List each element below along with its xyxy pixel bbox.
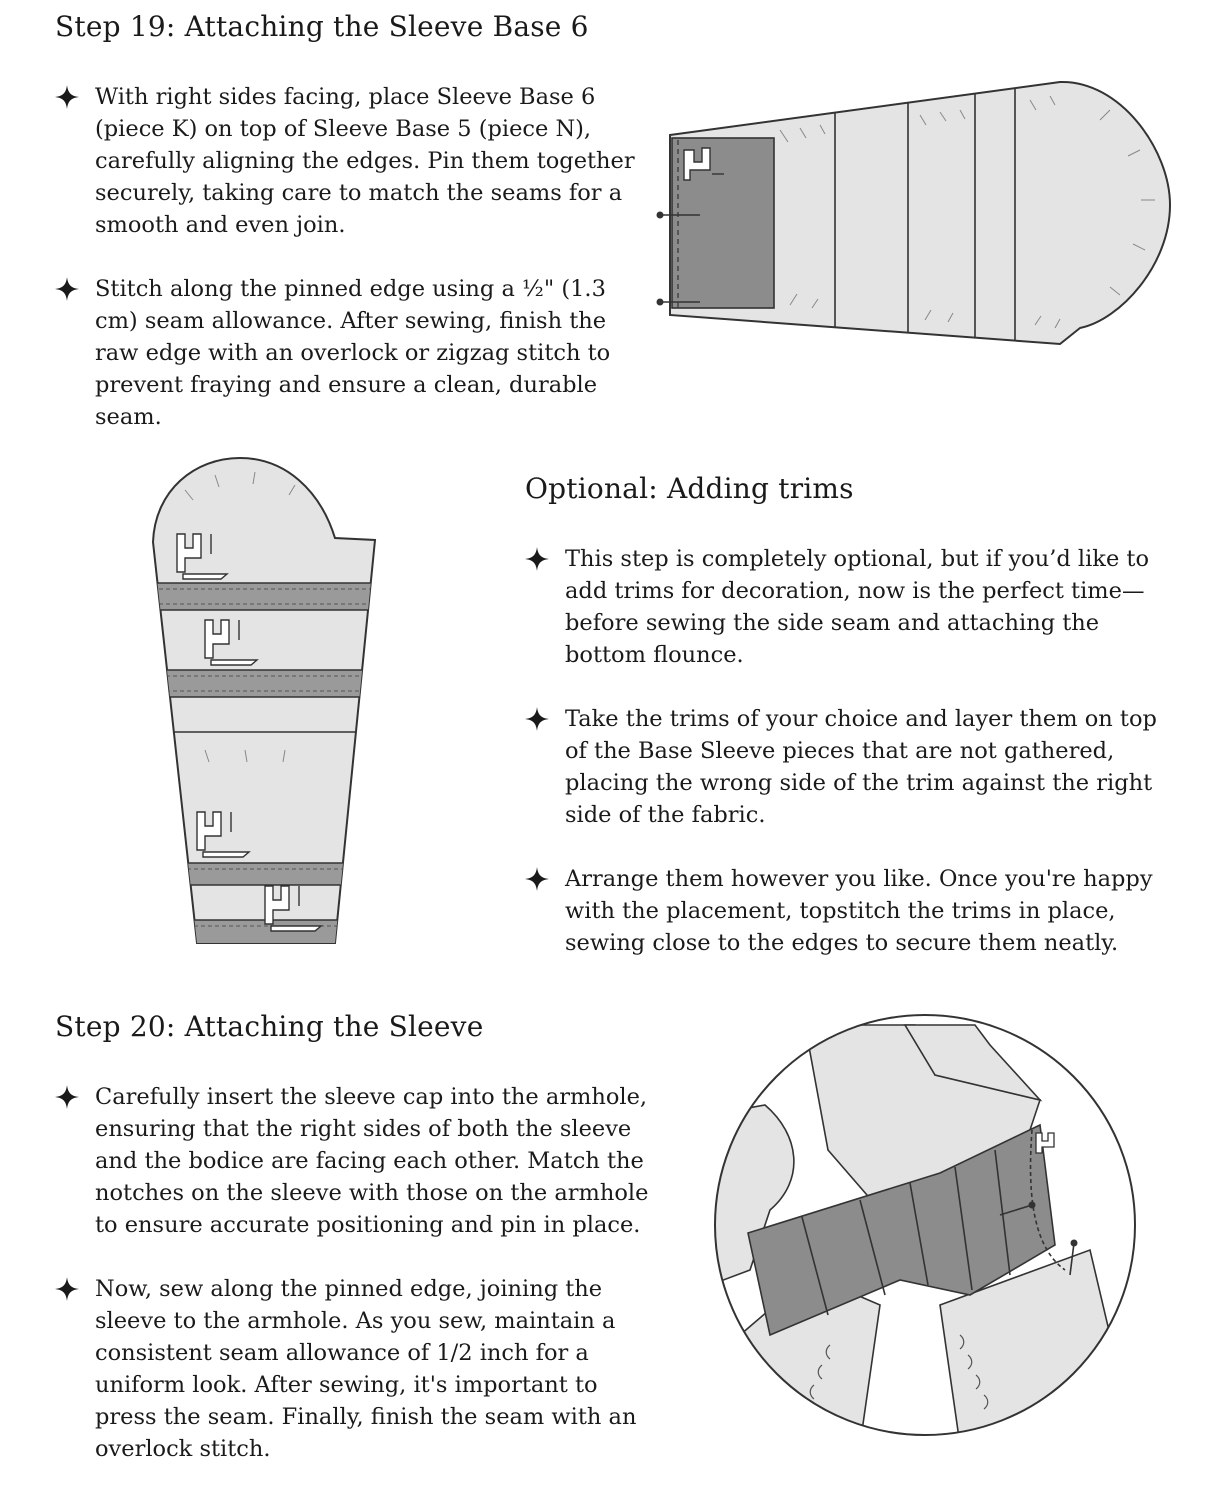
step-20-bullet-text: Carefully insert the sleeve cap into the armhole, ensuring that the right sides of both the sleeve and the bodice are facing each other. Match the notches on the sleeve with those on the armhole to ensure accurate positioning and pin in place. — [95, 1084, 649, 1238]
armhole-detail-illustration — [710, 1005, 1140, 1445]
step-20-title: Step 20: Attaching the Sleeve — [55, 1010, 484, 1043]
trims-sleeve-illustration — [145, 450, 385, 950]
optional-title: Optional: Adding trims — [525, 472, 854, 505]
four-point-star-icon — [55, 277, 79, 301]
sleeve-base-illustration — [640, 70, 1200, 370]
step-19-bullet-text: With right sides facing, place Sleeve Base 6 (piece K) on top of Sleeve Base 5 (piece N), carefully aligning the edges. Pin them together securely, taking care to match the seams for a smooth and even join. — [95, 84, 635, 238]
optional-bullet — [525, 703, 1185, 831]
step-19-bullet — [55, 273, 655, 433]
optional-bullet-text: Arrange them however you like. Once you're happy with the placement, topstitch the trims in place, sewing close to the edges to secure them neatly. — [565, 866, 1153, 956]
optional-instructions — [525, 543, 1185, 991]
step-19-title: Step 19: Attaching the Sleeve Base 6 — [55, 10, 589, 43]
optional-bullet — [525, 863, 1185, 959]
four-point-star-icon — [525, 867, 549, 891]
step-20-instructions — [55, 1081, 665, 1497]
four-point-star-icon — [55, 1277, 79, 1301]
step-20-bullet — [55, 1081, 665, 1241]
step-19-bullet — [55, 81, 655, 241]
four-point-star-icon — [525, 547, 549, 571]
step-20-bullet — [55, 1273, 665, 1465]
four-point-star-icon — [55, 85, 79, 109]
step-19-bullet-text: Stitch along the pinned edge using a ½" (1.3 cm) seam allowance. After sewing, finish the raw edge with an overlock or zigzag stitch to prevent fraying and ensure a clean, durable seam. — [95, 276, 611, 430]
step-19-instructions — [55, 81, 655, 465]
four-point-star-icon — [525, 707, 549, 731]
step-20-bullet-text: Now, sew along the pinned edge, joining the sleeve to the armhole. As you sew, maintain a consistent seam allowance of 1/2 inch for a uniform look. After sewing, it's important to press the seam. Finally, finish the seam with an overlock stitch. — [95, 1276, 637, 1462]
optional-bullet — [525, 543, 1185, 671]
four-point-star-icon — [55, 1085, 79, 1109]
optional-bullet-text: Take the trims of your choice and layer them on top of the Base Sleeve pieces that are not gathered, placing the wrong side of the trim against the right side of the fabric. — [565, 706, 1157, 828]
optional-bullet-text: This step is completely optional, but if you’d like to add trims for decoration, now is the perfect time—before sewing the side seam and attaching the bottom flounce. — [565, 546, 1150, 668]
